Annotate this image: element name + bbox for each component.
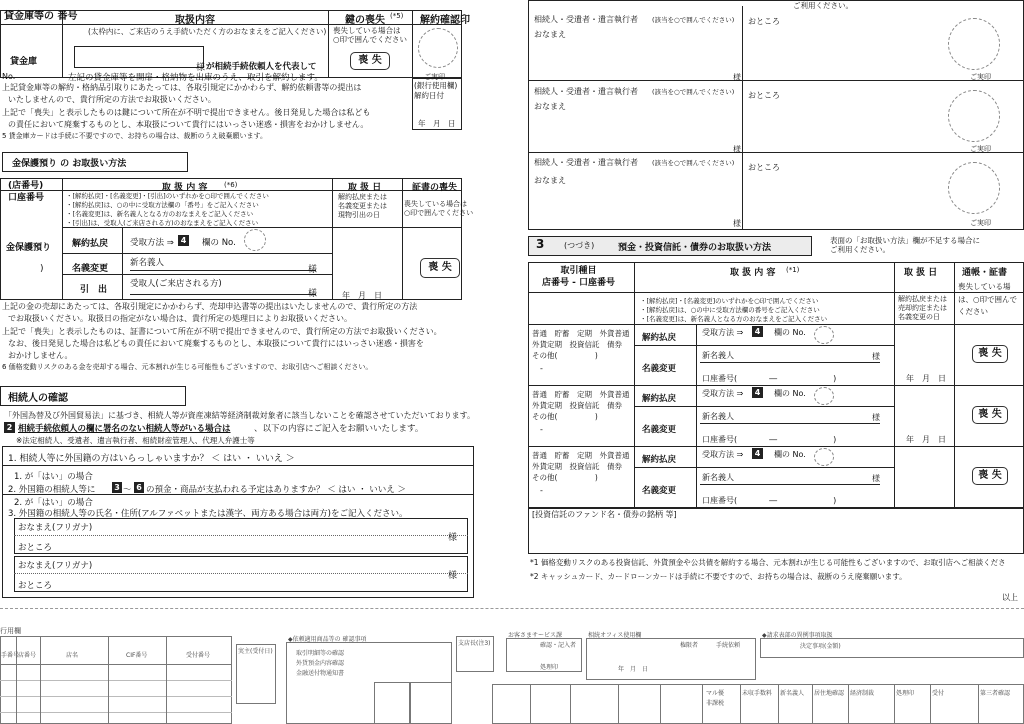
- bottom-header: 相続オフィス使用欄: [588, 632, 642, 639]
- question-3: 3. 外国籍の相続人等の氏名・住所(アルファベットまたは漢字、両方ある場合は両方)をご記入ください。: [8, 509, 408, 519]
- q2-num-1: 3: [112, 482, 122, 493]
- col-lost-note: 喪失している場: [958, 282, 1011, 291]
- note-line: でお取扱いください。取扱日の指定がない場合は、貴行所定の処理日によりお取扱いください。: [8, 314, 352, 323]
- col-content: 取 扱 内 容: [730, 268, 776, 278]
- cancel-option[interactable]: 解約払戻: [642, 394, 677, 404]
- col-type: 取引種目 店番号 ‐ 口座番号: [542, 266, 616, 288]
- heir-sama: 様: [733, 145, 741, 154]
- sec3-cont: (つづき): [564, 241, 595, 250]
- name-kana-label: おなまえ(フリガナ): [18, 523, 93, 533]
- gold-no-circle[interactable]: [244, 229, 266, 251]
- seal-label: ご実印: [970, 73, 991, 81]
- rename-option[interactable]: 名義変更: [642, 425, 677, 435]
- sama-label: 様: [872, 413, 880, 422]
- col-label: CIF番号: [126, 652, 148, 659]
- gold-instruction: ・[名義変更]は、新名義人となる方のおなまえをご記入ください: [66, 210, 254, 218]
- small-label: 未収手数料: [742, 690, 773, 697]
- gold-sama: 様: [308, 289, 318, 299]
- q2-num-2: 6: [134, 482, 144, 493]
- seal-label: ご実印: [970, 219, 991, 227]
- gold-receiver-label: 受取人(ご来店される方): [130, 279, 222, 289]
- small-label: 第三者確認: [980, 690, 1011, 697]
- small-label: 実主(受付日): [238, 648, 273, 655]
- question-2-cont[interactable]: の預金・商品が支払われる予定はありますか？ ＜ はい ・ いいえ ＞: [146, 485, 407, 495]
- dash: ‐: [540, 425, 543, 434]
- sama-label: 様: [872, 474, 880, 483]
- sec3-title: 預金・投資信託・債券のお取扱い方法: [618, 243, 772, 253]
- small-label: 処理印: [540, 664, 559, 671]
- heir-note: ※法定相続人、受遺者、遺言執行者、相続財産管理人、代理人弁護士等: [16, 436, 255, 445]
- end-mark: 以上: [1002, 593, 1018, 602]
- gold-section-title: 金保護預り の お取扱い方法: [12, 159, 127, 169]
- check-item[interactable]: 外貨預金内容確認: [296, 660, 345, 667]
- open-box-text: 左記の貸金庫等を開扉・格納物を出庫のうえ、取引を解約します。: [68, 73, 323, 83]
- seal-label: ご実印: [424, 73, 445, 81]
- gold-receive-num: 4: [178, 235, 189, 246]
- name-kana-label: おなまえ(フリガナ): [18, 561, 93, 571]
- gold-withdraw-option[interactable]: 引 出: [80, 285, 108, 295]
- gold-cancel-option[interactable]: 解約払戻: [72, 239, 109, 249]
- sama-label: 様: [872, 352, 880, 361]
- sama-label: 様: [196, 63, 206, 73]
- product-types[interactable]: 普通 貯蓄 定期 外貨普通 外貨定期 投資信託 債券 その他( ): [532, 390, 630, 421]
- heir-text: 、以下の内容にご記入をお願いいたします。: [254, 424, 424, 434]
- cut-line: [0, 608, 1024, 609]
- question-1[interactable]: 1. 相続人等に外国籍の方はいらっしゃいますか？ ＜ はい ・ いいえ ＞: [8, 454, 295, 464]
- receive-num: 4: [752, 448, 763, 459]
- heir-address-label: おところ: [748, 163, 780, 172]
- lost-stamp[interactable]: 喪 失: [972, 406, 1008, 424]
- col-lost-note: ください: [958, 307, 988, 316]
- col-no: 欄の No.: [774, 328, 806, 337]
- note-line: 上記の金の売却にあたっては、各取引規定にかかわらず、売却申込書等の提出はいたしませんので、貴行所定の方法: [2, 302, 418, 311]
- rename-option[interactable]: 名義変更: [642, 364, 677, 374]
- col-no: 欄の No.: [774, 450, 806, 459]
- seal-label: ご実印: [970, 145, 991, 153]
- sama-label: 様: [448, 533, 458, 543]
- heir-sama: 様: [733, 73, 741, 82]
- small-label: 確認・記入者: [540, 642, 577, 649]
- heir-role-label: 相続人・受遺者・遺言執行者: [534, 15, 638, 24]
- gold-col-content: 取 扱 内 容: [162, 183, 208, 193]
- note-line: 上記貸金庫等の解約・格納品引取りにあたっては、各取引規定にかかわらず、解約依頼書等の提出は: [2, 83, 362, 92]
- receive-num: 4: [752, 387, 763, 398]
- lost-stamp[interactable]: 喪 失: [350, 52, 390, 70]
- address-label: おところ: [18, 581, 53, 591]
- col-label: 手番号: [1, 652, 20, 659]
- col-no: 欄の No.: [774, 389, 806, 398]
- col-content-header: 取扱内容: [175, 15, 215, 26]
- small-label: 決定事項(金額): [800, 643, 841, 650]
- gold-rename-option[interactable]: 名義変更: [72, 264, 109, 274]
- date-field[interactable]: 年 月 日: [906, 374, 946, 383]
- small-label: 権限者: [680, 642, 699, 649]
- col-label: 店名: [66, 652, 79, 659]
- no-circle[interactable]: [814, 326, 834, 344]
- note-line: の責任において廃棄するものとし、本取扱について貴行にはいっさい迷惑・損害をおかけしません。: [8, 120, 369, 129]
- no-circle[interactable]: [814, 448, 834, 466]
- product-types[interactable]: 普通 貯蓄 定期 外貨普通 外貨定期 投資信託 債券 その他( ): [532, 451, 630, 482]
- gold-col-no: 欄の No.: [202, 238, 236, 248]
- check-item[interactable]: 金融送付物通知書: [296, 670, 345, 677]
- check-item[interactable]: 取引明細等の確認: [296, 650, 345, 657]
- col-key-lost: 鍵の喪失: [345, 15, 385, 26]
- gold-new-holder-label: 新名義人: [130, 258, 165, 268]
- col-label: 店番号: [18, 652, 37, 659]
- note-line: 上記で「喪失」と表示したものは鍵について所在が不明で提出できません。後日発見した場合は私ども: [2, 108, 371, 117]
- gold-receive-method: 受取方法 ⇒: [130, 238, 174, 248]
- gold-paren: ): [40, 264, 44, 274]
- product-instruction: ・[解約払戻]は、○の中に受取方法欄の番号をご記入ください: [640, 306, 820, 314]
- heir-role-note: (該当を○で囲んでください): [652, 159, 735, 167]
- col-lost: 通帳・証書: [962, 268, 1008, 278]
- q2-tilde: ～: [123, 485, 132, 495]
- representative-name-field[interactable]: [74, 46, 204, 68]
- gold-lost-stamp[interactable]: 喪 失: [420, 258, 460, 278]
- col-cancel-seal: 解約確認印: [420, 15, 470, 26]
- bottom-header: ◆依頼適用商品等の 確認事項: [288, 636, 367, 643]
- sec3-note: 表面の「お取扱い方法」欄が不足する場合に ご利用ください。: [830, 236, 980, 254]
- receive-method: 受取方法 ⇒: [702, 389, 744, 398]
- gold-col-lost: 証書の喪失: [412, 183, 458, 193]
- small-label: 居住地確認: [814, 690, 845, 697]
- key-lost-note: 喪失している場合は ○印で囲んでください: [333, 26, 408, 44]
- date-field[interactable]: 年 月 日: [906, 435, 946, 444]
- bank-use-title: 行用欄: [0, 627, 21, 635]
- rename-option[interactable]: 名義変更: [642, 486, 677, 496]
- seal-circle[interactable]: [948, 162, 1000, 214]
- col-content-note: (*1): [786, 266, 800, 274]
- receive-method: 受取方法 ⇒: [702, 450, 744, 459]
- lost-stamp[interactable]: 喪 失: [972, 467, 1008, 485]
- representative-text: が相続手続依頼人を代表して: [206, 62, 317, 72]
- cancel-option[interactable]: 解約払戻: [642, 333, 677, 343]
- gold-col-store: (店番号) 口座番号: [8, 181, 45, 203]
- small-label: 処理印: [896, 690, 915, 697]
- gold-date-note: 解約払戻または 名義変更または 現物引出の日: [338, 193, 387, 219]
- small-label: 経済制裁: [850, 690, 875, 697]
- gold-lost-note: 喪失している場合は ○印で囲んでください: [404, 200, 474, 217]
- heir-role-note: (該当を○で囲んでください): [652, 16, 735, 24]
- seal-circle[interactable]: [948, 90, 1000, 142]
- note-line: 上記で「喪失」と表示したものは、証書について所在が不明で提出できませんので、貴行所定の方法でお取扱いください。: [2, 327, 442, 336]
- bank-use-date: (銀行使用欄) 解約日付: [414, 81, 458, 100]
- receive-method: 受取方法 ⇒: [702, 328, 744, 337]
- note-line: 5 貸金庫カードは手続に不要ですので、お持ちの場合は、裁断のうえ破棄願います。: [2, 132, 267, 140]
- heir-name-label: おなまえ: [534, 176, 566, 185]
- col-box-number: 貸金庫等の 番号: [4, 11, 78, 22]
- safe-box-label: 貸金庫: [10, 57, 38, 67]
- receive-num: 4: [752, 326, 763, 337]
- heir-text: 「外国為替及び外国貿易法」に基づき、相続人等が資産凍結等経済制裁対象者に該当しないことを確認させていただいております。: [4, 411, 476, 420]
- heir-role-label: 相続人・受遺者・遺言執行者: [534, 158, 638, 167]
- cancel-date: 年 月 日: [418, 119, 456, 128]
- footnote-1: *1 価格変動リスクのある投資信託、外貨預金や公共債を解約する場合、元本割れが生じる可能性もございますので、お取引店へご相談くださ: [530, 558, 1006, 567]
- small-label: 支店長(注3): [458, 640, 491, 647]
- date-note: 解約払戻または 売却約定または 名義変更の日: [898, 295, 947, 321]
- gold-instruction: ・[引出]は、受取人(ご来店される方)のおなまえをご記入ください: [66, 219, 259, 227]
- question-2: 2. 外国籍の相続人等に: [8, 485, 96, 495]
- heir-sama: 様: [733, 219, 741, 228]
- gold-instruction: ・[解約払戻]・[名義変更]・[引出]のいずれかを○印で囲んでください: [66, 192, 269, 200]
- dash: ‐: [540, 486, 543, 495]
- note-line: 6 価格変動リスクのある金を売却する場合、元本割れが生じる可能性もございますので、お取引店へご相談ください。: [2, 363, 373, 371]
- small-label: 受付: [932, 690, 945, 697]
- gold-instruction: ・[解約払戻]は、○の中に受取方法欄の「番号」をご記入ください: [66, 201, 259, 209]
- product-instruction: ・[名義変更]は、新名義人となる方のおなまえをご記入ください: [640, 315, 828, 323]
- heir-role-label: 相続人・受遺者・遺言執行者: [534, 87, 638, 96]
- top-note: ご利用ください。: [793, 1, 853, 10]
- col-date: 取 扱 日: [904, 268, 938, 278]
- col-key-lost-note: (*5): [390, 12, 404, 20]
- bottom-header: ◆請求表部の異例事項取扱: [762, 632, 833, 639]
- gold-col-content-note: (*6): [224, 181, 238, 189]
- product-types[interactable]: 普通 貯蓄 定期 外貨普通 外貨定期 投資信託 債券 その他( ): [532, 329, 630, 360]
- small-label: 非課税: [706, 700, 725, 707]
- account-number[interactable]: 口座番号( ― ): [702, 496, 837, 505]
- gold-row-label: 金保護預り: [6, 243, 52, 253]
- note-line: おかけしません。: [8, 351, 73, 360]
- heir-text-bold: 相続手続依頼人の欄に署名のない相続人等がいる場合は: [18, 424, 231, 434]
- q2-condition: 1. が「はい」の場合: [14, 472, 93, 482]
- account-number[interactable]: 口座番号( ― ): [702, 374, 837, 383]
- footnote-2: *2 キャッシュカード、カードローンカードは手続に不要ですので、お持ちの場合は、裁断のうえ廃棄願います。: [530, 572, 907, 581]
- product-instruction: ・[解約払戻]・[名義変更]のいずれかを○印で囲んでください: [640, 297, 819, 305]
- heir-name-label: おなまえ: [534, 30, 566, 39]
- heir-address-label: おところ: [748, 91, 780, 100]
- small-label: 年 月 日: [618, 666, 649, 673]
- heir-role-note: (該当を○で囲んでください): [652, 88, 735, 96]
- new-holder-label: 新名義人: [702, 412, 734, 421]
- small-label: マル優: [706, 690, 725, 697]
- dash: ‐: [540, 364, 543, 373]
- note-line: なお、後日発見した場合は私どもの責任において廃棄するものとし、本取扱について貴行にはいっさい迷惑・損害を: [8, 339, 424, 348]
- seal-circle[interactable]: [418, 28, 458, 68]
- cancel-option[interactable]: 解約払戻: [642, 455, 677, 465]
- sec3-number: 3: [536, 237, 545, 251]
- heir-num: 2: [4, 422, 15, 433]
- lost-stamp[interactable]: 喪 失: [972, 345, 1008, 363]
- heir-address-label: おところ: [748, 17, 780, 26]
- q3-condition: 2. が「はい」の場合: [14, 498, 93, 508]
- col-label: 受付番号: [186, 652, 211, 659]
- gold-col-date: 取 扱 日: [348, 183, 382, 193]
- seal-circle[interactable]: [948, 18, 1000, 70]
- note-line: いたしませんので、貴行所定の方法でお取扱いください。: [8, 95, 216, 104]
- account-number[interactable]: 口座番号( ― ): [702, 435, 837, 444]
- col-lost-note: は、○印で囲んで: [958, 295, 1018, 304]
- new-holder-label: 新名義人: [702, 351, 734, 360]
- address-label: おところ: [18, 543, 53, 553]
- fund-name-label: [投資信託のファンド名・債券の銘柄 等]: [532, 510, 677, 519]
- gold-sama: 様: [308, 265, 318, 275]
- col-content-note: (太枠内に、ご来店のうえ手続いただく方のおなまえをご記入ください): [88, 27, 327, 36]
- heir-name-label: おなまえ: [534, 102, 566, 111]
- gold-date: 年 月 日: [342, 291, 382, 300]
- small-label: 新名義人: [780, 690, 805, 697]
- small-label: 手続依頼: [716, 642, 741, 649]
- bottom-header: お客さまサービス課: [508, 632, 563, 639]
- new-holder-label: 新名義人: [702, 473, 734, 482]
- no-circle[interactable]: [814, 387, 834, 405]
- box-no-label: No.: [2, 72, 16, 81]
- heir-section-title: 相続人の確認: [8, 393, 68, 404]
- sama-label: 様: [448, 571, 458, 581]
